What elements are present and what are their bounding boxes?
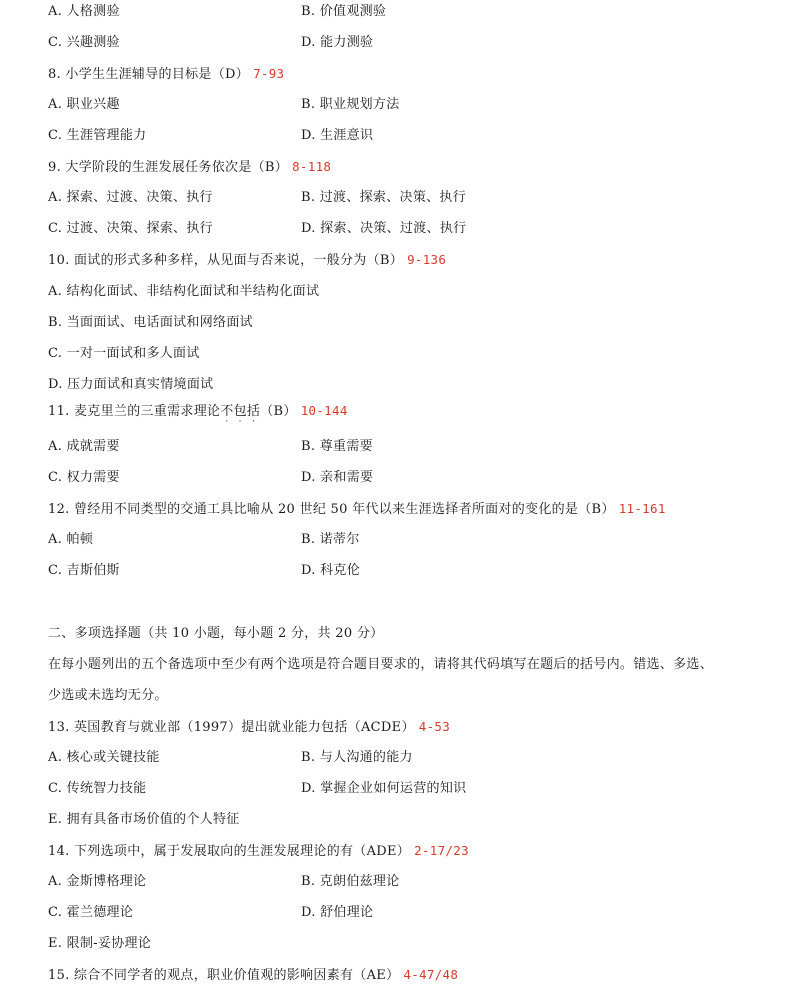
q10-option-c: C. 一对一面试和多人面试: [48, 346, 200, 361]
section-instructions-line1: 在每小题列出的五个备选项中至少有两个选项是符合题目要求的，请将其代码填写在题后的括号内。错选、多选、: [48, 657, 714, 672]
q10-option-d: D. 压力面试和真实情境面试: [48, 377, 214, 392]
q7-option-d: D. 能力测验: [301, 35, 374, 50]
q9-option-b: B. 过渡、探索、决策、执行: [301, 190, 467, 205]
q11-option-b: B. 尊重需要: [301, 439, 373, 454]
q9-stem-text: 9. 大学阶段的生涯发展任务依次是（B）: [48, 160, 289, 175]
q12-option-a: A. 帕顿: [48, 532, 94, 547]
q12-page-ref: 11-161: [618, 501, 666, 516]
q13-option-c: C. 传统智力技能: [48, 781, 147, 796]
q13-option-e: E. 拥有具备市场价值的个人特征: [48, 812, 240, 827]
q10-stem-text: 10. 面试的形式多种多样，从见面与否来说，一般分为（B）: [48, 253, 404, 268]
q11-option-a: A. 成就需要: [48, 439, 120, 454]
q11-stem-tail: （B）: [260, 404, 297, 419]
q8-page-ref: 7-93: [253, 66, 285, 81]
section-title: 二、多项选择题（共 10 小题，每小题 2 分，共 20 分）: [48, 626, 384, 641]
q9-option-d: D. 探索、决策、过渡、执行: [301, 221, 467, 236]
q8-option-c: C. 生涯管理能力: [48, 128, 147, 143]
q10-stem: [48, 251, 446, 270]
q12-stem-text: 12. 曾经用不同类型的交通工具比喻从 20 世纪 50 年代以来生涯选择者所面对的变化的是（B）: [48, 502, 615, 517]
q8-option-a: A. 职业兴趣: [48, 97, 120, 112]
q12-stem: [48, 500, 666, 519]
q7-option-a: A. 人格测验: [48, 4, 120, 19]
q12-option-b: B. 诺蒂尔: [301, 532, 360, 547]
q13-stem-text: 13. 英国教育与就业部（1997）提出就业能力包括（ACDE）: [48, 720, 415, 735]
q10-page-ref: 9-136: [407, 252, 447, 267]
q9-stem: [48, 158, 331, 177]
q15-stem: [48, 966, 458, 985]
q8-option-d: D. 生涯意识: [301, 128, 374, 143]
q14-option-e: E. 限制-妥协理论: [48, 936, 152, 951]
q7-option-c: C. 兴趣测验: [48, 35, 120, 50]
q13-stem: [48, 718, 450, 737]
q15-page-ref: 4-47/48: [403, 967, 459, 982]
q7-option-b: B. 价值观测验: [301, 4, 387, 19]
q14-option-d: D. 舒伯理论: [301, 905, 374, 920]
q14-stem: [48, 842, 469, 861]
q14-option-b: B. 克朗伯兹理论: [301, 874, 400, 889]
q8-stem: [48, 65, 284, 84]
q14-option-a: A. 金斯博格理论: [48, 874, 147, 889]
q9-option-a: A. 探索、过渡、决策、执行: [48, 190, 213, 205]
q11-stem-text: 11. 麦克里兰的三重需求理论: [48, 404, 221, 419]
q13-option-d: D. 掌握企业如何运营的知识: [301, 781, 467, 796]
q10-option-a: A. 结构化面试、非结构化面试和半结构化面试: [48, 284, 320, 299]
q11-option-d: D. 亲和需要: [301, 470, 374, 485]
q13-option-a: A. 核心或关键技能: [48, 750, 160, 765]
q8-option-b: B. 职业规划方法: [301, 97, 400, 112]
emphasis-dots: · · ·: [225, 417, 256, 427]
section-instructions-line2: 少选或未选均无分。: [48, 688, 168, 703]
q15-stem-text: 15. 综合不同学者的观点，职业价值观的影响因素有（AE）: [48, 968, 400, 983]
q12-option-c: C. 吉斯伯斯: [48, 563, 120, 578]
q11-emphasis-text: 不包括: [220, 404, 261, 419]
q14-option-c: C. 霍兰德理论: [48, 905, 134, 920]
q9-option-c: C. 过渡、决策、探索、执行: [48, 221, 213, 236]
q13-option-b: B. 与人沟通的能力: [301, 750, 413, 765]
q11-emphasis: [220, 404, 261, 427]
q11-page-ref: 10-144: [300, 403, 348, 418]
q11-option-c: C. 权力需要: [48, 470, 120, 485]
q14-stem-text: 14. 下列选项中，属于发展取向的生涯发展理论的有（ADE）: [48, 844, 411, 859]
q13-page-ref: 4-53: [418, 719, 451, 734]
q14-page-ref: 2-17/23: [414, 843, 469, 858]
q10-option-b: B. 当面面试、电话面试和网络面试: [48, 315, 253, 330]
q8-stem-text: 8. 小学生生涯辅导的目标是（D）: [48, 67, 250, 82]
q9-page-ref: 8-118: [292, 159, 332, 174]
q11-stem: [48, 402, 348, 427]
q12-option-d: D. 科克伦: [301, 563, 361, 578]
